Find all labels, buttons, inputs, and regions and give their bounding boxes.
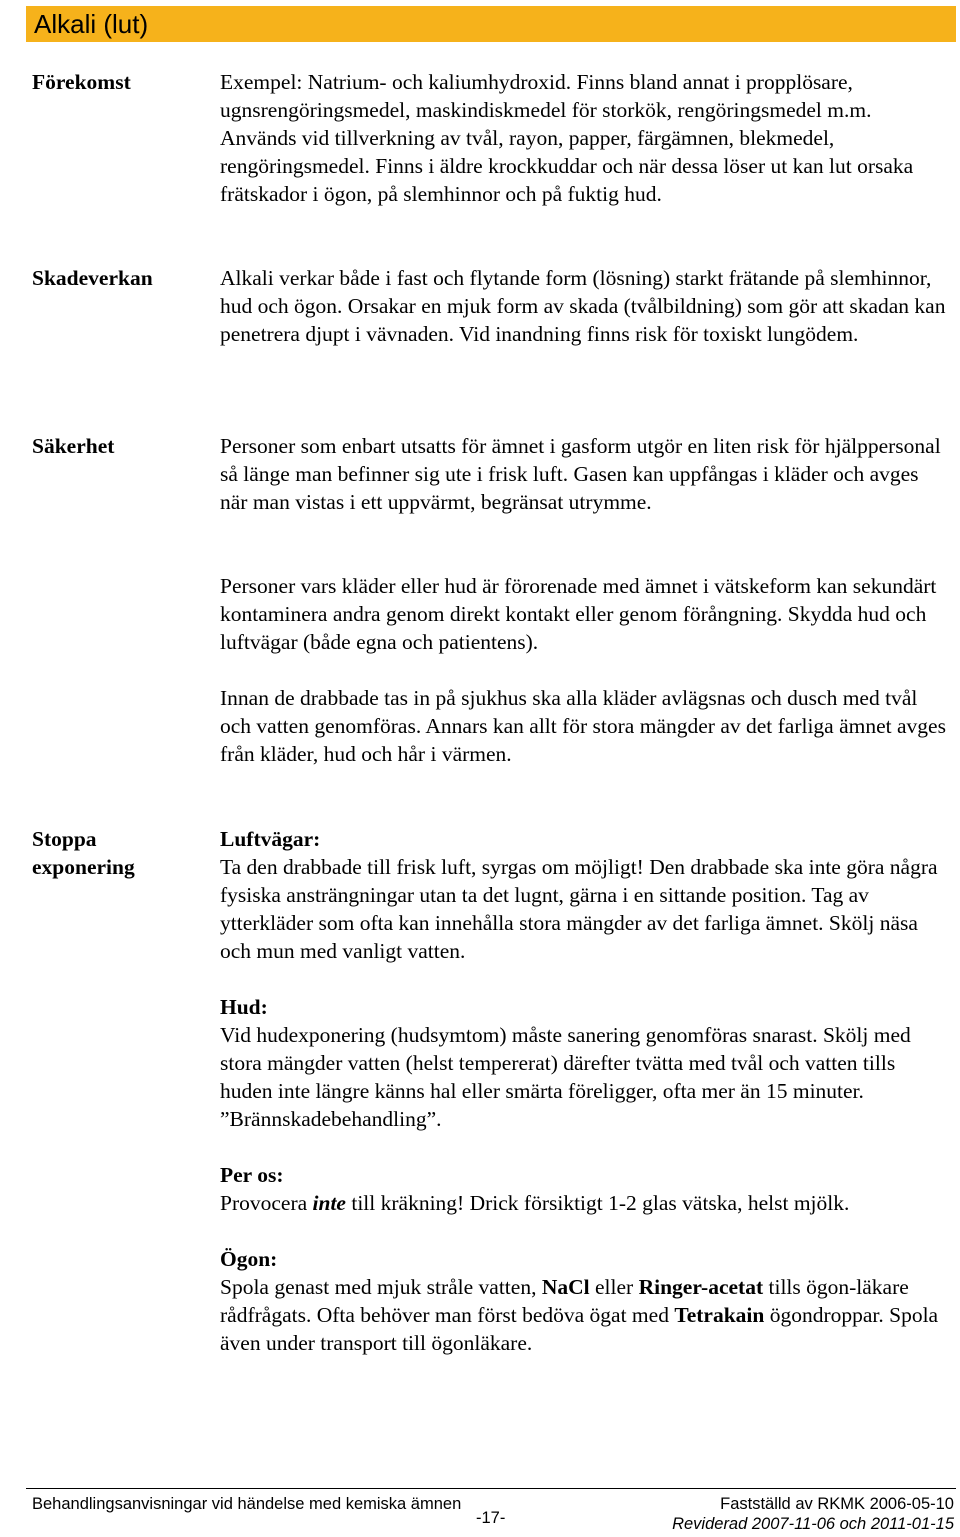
label-skadeverkan: Skadeverkan [32, 266, 153, 290]
footer-rule [26, 1488, 956, 1489]
text-sakerhet-1 [220, 432, 950, 516]
ogon-text [220, 1273, 950, 1357]
text-sakerhet-3 [220, 684, 950, 768]
per-os-text-a: Provocera [220, 1191, 313, 1215]
block-ogon [220, 1245, 950, 1357]
ogon-nacl: NaCl [541, 1275, 590, 1299]
forekomst-paragraph: Exempel: Natrium- och kaliumhydroxid. Finns bland annat i propplösare, ugnsrengöringsmedel, maskindiskmedel för storkök, rengöringsmedel m.m. Används vid tillverkning av tvål, rayon, papper, färgämnen, blekmedel, rengöringsmedel. Finns i äldre krockkuddar och när dessa löser ut kan lut orsaka frätskador i ögon, på slemhinnor och på fuktig hud. [220, 70, 914, 206]
text-sakerhet-2 [220, 572, 950, 656]
block-per-os [220, 1161, 950, 1217]
label-sakerhet: Säkerhet [32, 434, 115, 458]
hud-text: Vid hudexponering (hudsymtom) måste sanering genomföras snarast. Skölj med stora mängder vatten (helst tempererat) därefter tvätta med tvål och vatten tills huden inte längre känns hal eller smärta föreligger, ofta mer än 15 minuter. ”Brännskadebehandling”. [220, 1023, 911, 1131]
per-os-emphasis: inte [312, 1191, 346, 1215]
label-forekomst: Förekomst [32, 70, 131, 94]
sakerhet-paragraph-3: Innan de drabbade tas in på sjukhus ska alla kläder avlägsnas och dusch med tvål och vatten genomföras. Annars kan allt för stora mängder av det farliga ämnet avges från kläder, hud och hår i värmen. [220, 686, 946, 766]
footer-left: Behandlingsanvisningar vid händelse med kemiska ämnen [32, 1495, 462, 1513]
block-hud [220, 993, 950, 1133]
footer-fastställd: Fastställd av RKMK 2006-05-10 [720, 1495, 954, 1513]
label-stoppa-exponering [32, 825, 212, 881]
ogon-text-1: Spola genast med mjuk stråle vatten, [220, 1275, 542, 1299]
heading-per-os: Per os: [220, 1163, 284, 1187]
text-forekomst [220, 68, 950, 208]
luftvagar-text: Ta den drabbade till frisk luft, syrgas om möjligt! Den drabbade ska inte göra några fysiska ansträngningar utan ta det lugnt, gärna i en sittande position. Tag av ytterkläder som ofta kan innehålla stora mängder av det farliga ämnet. Skölj näsa och mun med vanligt vatten. [220, 855, 938, 963]
footer-page-number: -17- [476, 1509, 506, 1527]
heading-luftvagar: Luftvägar: [220, 827, 321, 851]
ogon-ringer-acetat: Ringer-acetat [638, 1275, 764, 1299]
per-os-text-b: till kräkning! Drick försiktigt 1-2 glas vätska, helst mjölk. [345, 1191, 850, 1215]
per-os-text [220, 1189, 950, 1217]
text-skadeverkan [220, 264, 950, 348]
ogon-text-4: ögondroppar. Spola även under transport till ögonläkare. [220, 1303, 939, 1355]
sakerhet-paragraph-1: Personer som enbart utsatts för ämnet i gasform utgör en liten risk för hjälppersonal så länge man befinner sig ute i frisk luft. Gasen kan uppfångas i kläder och avges när man vistas i ett uppvärmt, begränsat utrymme. [220, 434, 941, 514]
ogon-text-2: eller [589, 1275, 639, 1299]
title-bar [26, 6, 956, 42]
heading-ogon: Ögon: [220, 1247, 278, 1271]
skadeverkan-paragraph: Alkali verkar både i fast och flytande form (lösning) starkt frätande på slemhinnor, hud och ögon. Orsakar en mjuk form av skada (tvålbildning) som gör att skadan kan penetrera djupt i vävnaden. Vid inandning finns risk för toxiskt lungödem. [220, 266, 946, 346]
label-stoppa: Stoppa [32, 827, 97, 851]
heading-hud: Hud: [220, 995, 268, 1019]
ogon-text-3: tills ögon-läkare rådfrågats. Ofta behöver man först bedöva ögat med [220, 1275, 909, 1327]
label-exponering: exponering [32, 855, 135, 879]
sakerhet-paragraph-2: Personer vars kläder eller hud är förorenade med ämnet i vätskeform kan sekundärt kontaminera andra genom direkt kontakt eller genom förångning. Skydda hud och luftvägar (både egna och patientens). [220, 574, 937, 654]
page-title: Alkali (lut) [34, 9, 149, 39]
ogon-tetrakain: Tetrakain [674, 1303, 765, 1327]
footer-right [672, 1494, 954, 1534]
footer-reviderad: Reviderad 2007-11-06 och 2011-01-15 [672, 1515, 954, 1533]
block-luftvagar [220, 825, 950, 965]
